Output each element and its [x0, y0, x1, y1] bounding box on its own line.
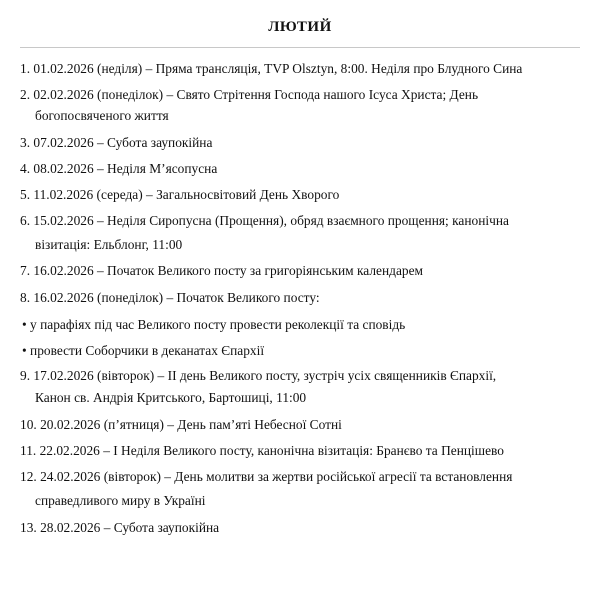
page-title: ЛЮТИЙ: [268, 19, 332, 35]
list-item-9-continuation: Канон св. Андрія Критського, Бартошиці, 11:00: [35, 390, 307, 405]
list-item-6: 6. 15.02.2026 – Неділя Сиропусна (Прощення), обряд взаємного прощення; канонічна: [20, 213, 509, 228]
list-item-4: 4. 08.02.2026 – Неділя М’ясопусна: [20, 161, 218, 176]
list-item-1: 1. 01.02.2026 (неділя) – Пряма трансляція, TVP Olsztyn, 8:00. Неділя про Блудного Сина: [20, 61, 523, 76]
list-item-12-continuation: справедливого миру в Україні: [35, 493, 206, 508]
list-item-8: 8. 16.02.2026 (понеділок) – Початок Великого посту:: [20, 290, 320, 305]
list-item-2: 2. 02.02.2026 (понеділок) – Свято Стрітення Господа нашого Ісуса Христа; День: [20, 87, 479, 102]
list-item-13: 13. 28.02.2026 – Субота заупокійна: [20, 520, 220, 535]
list-item-12: 12. 24.02.2026 (вівторок) – День молитви за жертви російської агресії та встановлення: [20, 469, 513, 484]
list-item-8-bullet-2: • провести Соборчики в деканатах Єпархії: [22, 343, 265, 358]
list-item-11: 11. 22.02.2026 – І Неділя Великого посту, канонічна візитація: Бранєво та Пенцішево: [20, 443, 504, 458]
list-item-8-bullet-1: • у парафіях під час Великого посту провести реколекції та сповідь: [22, 317, 406, 332]
list-item-7: 7. 16.02.2026 – Початок Великого посту за григоріянським календарем: [20, 263, 424, 278]
list-item-3: 3. 07.02.2026 – Субота заупокійна: [20, 135, 213, 150]
list-item-10: 10. 20.02.2026 (п’ятниця) – День пам’яті Небесної Сотні: [20, 417, 342, 432]
list-item-5: 5. 11.02.2026 (середа) – Загальносвітовий День Хворого: [20, 187, 340, 202]
list-item-2-continuation: богопосвяченого життя: [35, 108, 169, 123]
list-item-6-continuation: візитація: Ельблонг, 11:00: [35, 237, 183, 252]
title-divider: [20, 47, 580, 48]
list-item-9: 9. 17.02.2026 (вівторок) – ІІ день Великого посту, зустріч усіх священників Єпархії,: [20, 368, 497, 383]
